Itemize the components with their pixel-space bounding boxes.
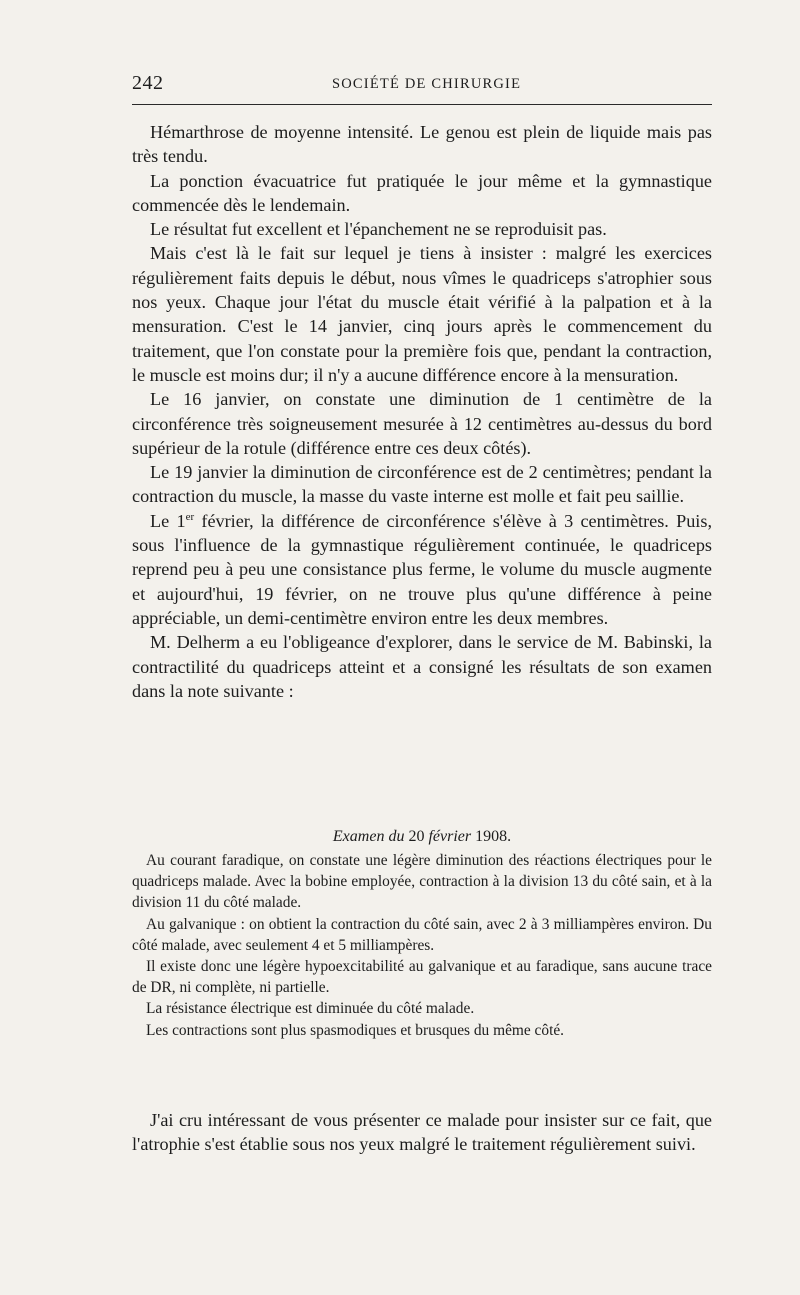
p7-rest: février, la différence de circonférence s'élève à 3 centimètres. Puis, sous l'influence de la gymnastique régulièrement continuée, le quadriceps reprend peu à peu une consistance plus ferme, le volume du muscle augmente et aujourd'hui, 19 février, on ne trouve plus qu'une différence à peine appréciable, un demi-centimètre environ entre les deux membres. bbox=[132, 510, 712, 628]
header-rule bbox=[132, 104, 712, 105]
note-paragraph: Au galvanique : on obtient la contraction du côté sain, avec 2 à 3 milliampères environ. Du côté malade, avec seulement 4 et 5 milliampères. bbox=[132, 915, 712, 954]
closing-text bbox=[132, 1108, 712, 1157]
note-paragraph: Au courant faradique, on constate une légère diminution des réactions électriques pour le quadriceps malade. Avec la bobine employée, contraction à la division 13 du côté sain, et à la division 11 du côté malade. bbox=[132, 852, 712, 912]
note-title-year: 1908. bbox=[475, 828, 512, 845]
note-title-month: février bbox=[428, 828, 472, 845]
paragraph-7 bbox=[132, 509, 712, 630]
closing-paragraph: J'ai cru intéressant de vous présenter ce malade pour insister sur ce fait, que l'atrophie s'est établie sous nos yeux malgré le traitement régulièrement suivi. bbox=[132, 1110, 712, 1155]
superscript-er: er bbox=[185, 510, 195, 523]
running-title: SOCIÉTÉ DE CHIRURGIE bbox=[332, 76, 522, 92]
paragraph-8: M. Delherm a eu l'obligeance d'explorer, dans le service de M. Babinski, la contractilité du quadriceps atteint et a consigné les résultats de son examen dans la note suivante : bbox=[132, 632, 712, 701]
exam-note bbox=[132, 850, 712, 1041]
paragraph-2: La ponction évacuatrice fut pratiquée le jour même et la gymnastique commencée dès le lendemain. bbox=[132, 170, 712, 215]
note-title-italic: Examen du bbox=[332, 828, 405, 845]
paragraph-6: Le 19 janvier la diminution de circonférence est de 2 centimètres; pendant la contraction du muscle, la masse du vaste interne est molle et fait peu saillie. bbox=[132, 462, 712, 507]
note-title-date: 20 bbox=[408, 828, 425, 845]
paragraph-5: Le 16 janvier, on constate une diminution de 1 centimètre de la circonférence très soigneusement mesurée à 12 centimètres au-dessus du bord supérieur de la rotule (différence entre ces deux côtés). bbox=[132, 389, 712, 458]
paragraph-4: Mais c'est là le fait sur lequel je tiens à insister : malgré les exercices régulièrement faits depuis le début, nous vîmes le quadriceps s'atrophier sous nos yeux. Chaque jour l'état du muscle était vérifié à la palpation et à la mensuration. C'est le 14 janvier, cinq jours après le commencement du traitement, que l'on constate pour la première fois que, pendant la contraction, le muscle est moins dur; il n'y a aucune différence encore à la mensuration. bbox=[132, 243, 712, 385]
p7-start: Le 1 bbox=[150, 510, 186, 531]
page-number: 242 bbox=[132, 72, 164, 94]
paragraph-3: Le résultat fut excellent et l'épanchement ne se reproduisit pas. bbox=[150, 219, 607, 240]
page-header bbox=[132, 72, 712, 96]
note-paragraph: La résistance électrique est diminuée du côté malade. bbox=[146, 1000, 475, 1018]
note-title bbox=[132, 828, 712, 846]
main-text bbox=[132, 120, 712, 703]
paragraph-1: Hémarthrose de moyenne intensité. Le genou est plein de liquide mais pas très tendu. bbox=[132, 122, 712, 167]
note-paragraph: Il existe donc une légère hypoexcitabilité au galvanique et au faradique, sans aucune trace de DR, ni complète, ni partielle. bbox=[132, 958, 712, 997]
note-paragraph: Les contractions sont plus spasmodiques et brusques du même côté. bbox=[146, 1021, 565, 1039]
